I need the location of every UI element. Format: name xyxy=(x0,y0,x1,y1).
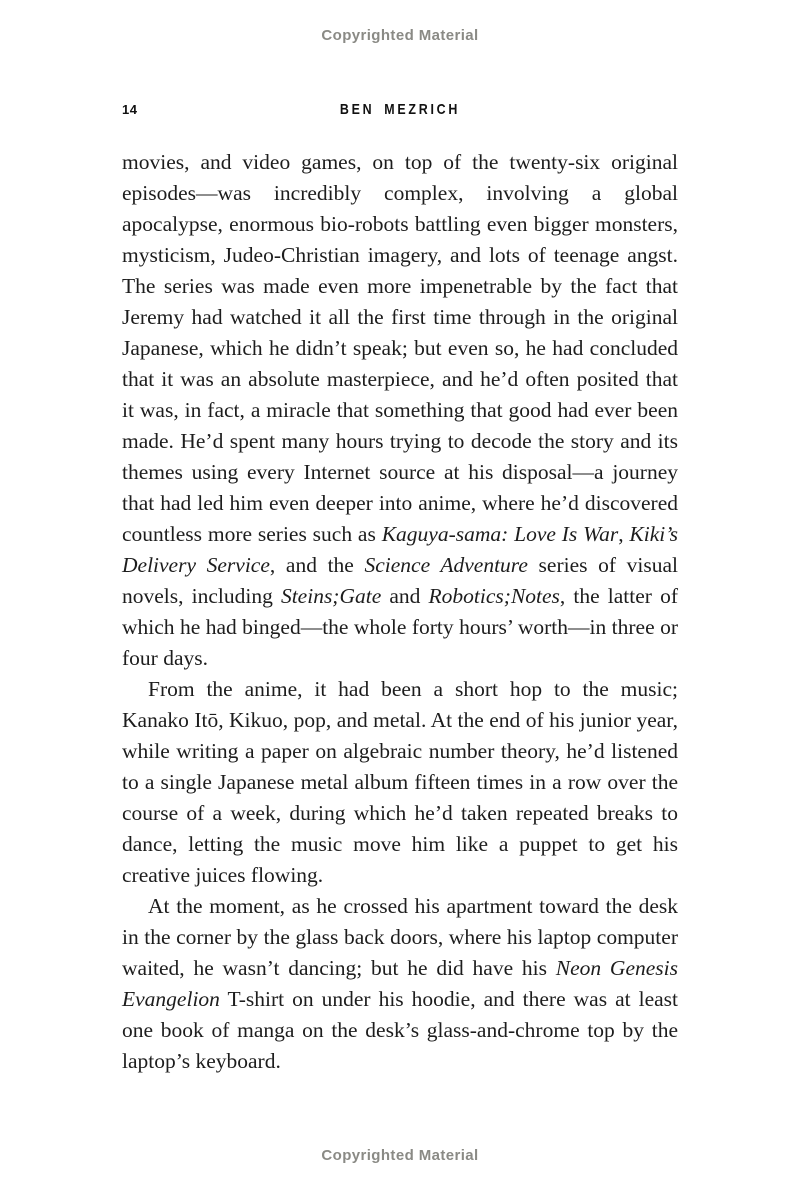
text-segment: , and the xyxy=(269,553,365,577)
paragraph xyxy=(122,147,678,674)
page-header xyxy=(122,101,678,119)
paragraph xyxy=(122,674,678,891)
text-segment: T-shirt on under his hoodie, and there was at least one book of manga on the desk’s glass-and-chrome top by the laptop’s keyboard. xyxy=(122,987,678,1073)
italic-text-segment: Robotics;Notes xyxy=(428,584,560,608)
bottom-watermark: Copyrighted Material xyxy=(321,1147,479,1164)
body-text xyxy=(122,147,678,1077)
italic-text-segment: Kaguya-sama: Love Is War xyxy=(381,522,619,546)
text-segment: From the anime, it had been a short hop to the music; Kanako Itō, Kikuo, pop, and metal. At the end of his junior year, while writing a paper on algebraic number theory, he’d listened to a single Japanese metal album fifteen times in a row over the course of a week, during which he’d taken repeated breaks to dance, letting the music move him like a puppet to get his creative juices flowing. xyxy=(122,677,678,887)
text-segment: , the latter of which he had binged—the whole forty hours’ worth—in three or four days. xyxy=(122,584,678,670)
text-segment: movies, and video games, on top of the twenty-six original episodes—was incredibly complex, involving a global apocalypse, enormous bio-robots battling even bigger monsters, mysticism, Judeo-Christian imagery, and lots of teenage angst. The series was made even more impenetrable by the fact that Jeremy had watched it all the first time through in the original Japanese, which he didn’t speak; but even so, he had concluded that it was an absolute masterpiece, and he’d often posited that it was, in fact, a miracle that something that good had ever been made. He’d spent many hours trying to decode the story and its themes using every Internet source at his disposal—a journey that had led him even deeper into anime, where he’d discovered countless more series such as xyxy=(122,150,678,546)
running-head: BEN MEZRICH xyxy=(339,101,461,118)
text-segment: series of visual novels, including xyxy=(122,553,678,608)
page-number: 14 xyxy=(122,102,138,117)
italic-text-segment: Steins;Gate xyxy=(280,584,382,608)
paragraph xyxy=(122,891,678,1077)
text-segment: At the moment, as he crossed his apartment toward the desk in the corner by the glass back doors, where his laptop computer waited, he wasn’t dancing; but he did have his xyxy=(122,894,678,980)
text-segment: and xyxy=(381,584,429,608)
top-watermark: Copyrighted Material xyxy=(321,27,479,44)
italic-text-segment: Kiki’s Delivery Service xyxy=(122,522,678,577)
italic-text-segment: Science Adventure xyxy=(364,553,528,577)
text-segment: , xyxy=(618,522,630,546)
italic-text-segment: Neon Genesis Evangelion xyxy=(122,956,679,1011)
